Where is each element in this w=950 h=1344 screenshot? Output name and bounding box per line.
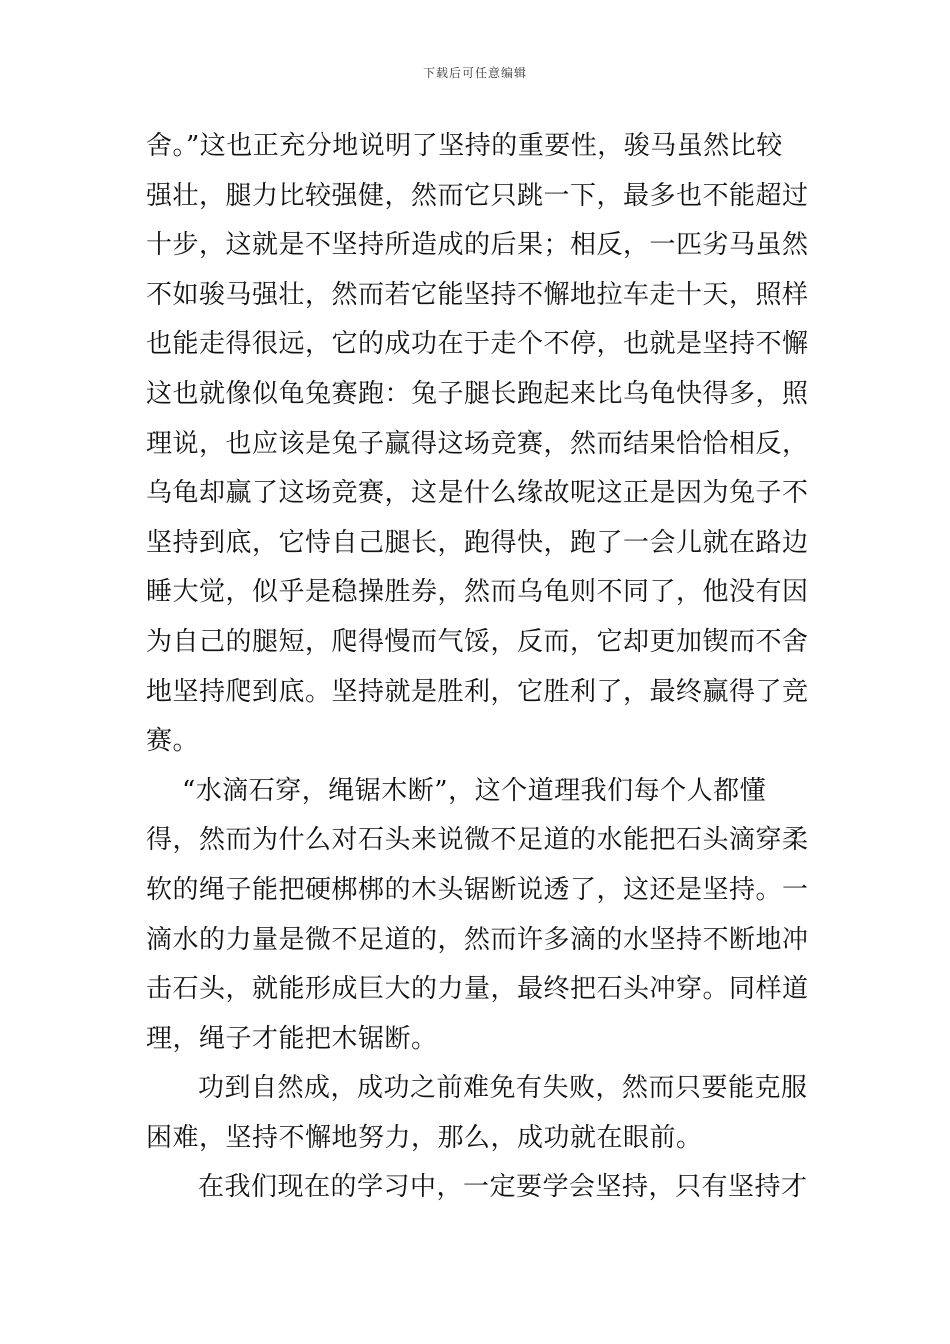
text-line: 软的绳子能把硬梆梆的木头锯断说透了，这还是坚持。一 [146,874,809,905]
text-line: 击石头，就能形成巨大的力量，最终把石头冲穿。同样道 [146,974,809,1005]
text-line: 赛。 [146,726,200,757]
text-line: 这也就像似龟兔赛跑：兔子腿长跑起来比乌龟快得多，照 [146,378,809,409]
text-line: 为自己的腿短，爬得慢而气馁，反而，它却更加锲而不舍 [146,626,809,657]
body-text [146,122,810,1213]
text-line: 困难，坚持不懈地努力，那么，成功就在眼前。 [146,1122,703,1153]
text-line: 睡大觉，似乎是稳操胜券，然而乌龟则不同了，他没有因 [146,577,809,608]
text-line: 乌龟却赢了这场竞赛，这是什么缘故呢这正是因为兔子不 [146,478,809,509]
text-line: 理说，也应该是兔子赢得这场竞赛，然而结果恰恰相反， [146,428,809,459]
text-line: 坚持到底，它恃自己腿长，跑得快，跑了一会儿就在路边 [146,527,809,558]
text-line: 也能走得很远，它的成功在于走个不停，也就是坚持不懈 [146,329,809,360]
text-line: 得，然而为什么对石头来说微不足道的水能把石头滴穿柔 [146,825,809,856]
text-line: 十步，这就是不坚持所造成的后果；相反，一匹劣马虽然 [146,230,809,261]
text-line: 理，绳子才能把木锯断。 [146,1023,438,1054]
page-header: 下载后可任意编辑 [422,66,527,80]
paragraph-start-line: 在我们现在的学习中，一定要学会坚持，只有坚持才 [198,1172,808,1203]
paragraph-start-line: 功到自然成，成功之前难免有失败，然而只要能克服 [198,1073,808,1104]
text-line: 强壮，腿力比较强健，然而它只跳一下，最多也不能超过 [146,180,809,211]
text-line: 地坚持爬到底。坚持就是胜利，它胜利了，最终赢得了竞 [146,676,809,707]
text-line: 舍。”这也正充分地说明了坚持的重要性，骏马虽然比较 [146,131,783,161]
text-line: 滴水的力量是微不足道的，然而许多滴的水坚持不断地冲 [146,924,809,955]
paragraph-start-line: “水滴石穿，绳锯木断”，这个道理我们每个人都懂 [182,775,767,806]
text-line: 不如骏马强壮，然而若它能坚持不懈地拉车走十天，照样 [146,279,809,310]
